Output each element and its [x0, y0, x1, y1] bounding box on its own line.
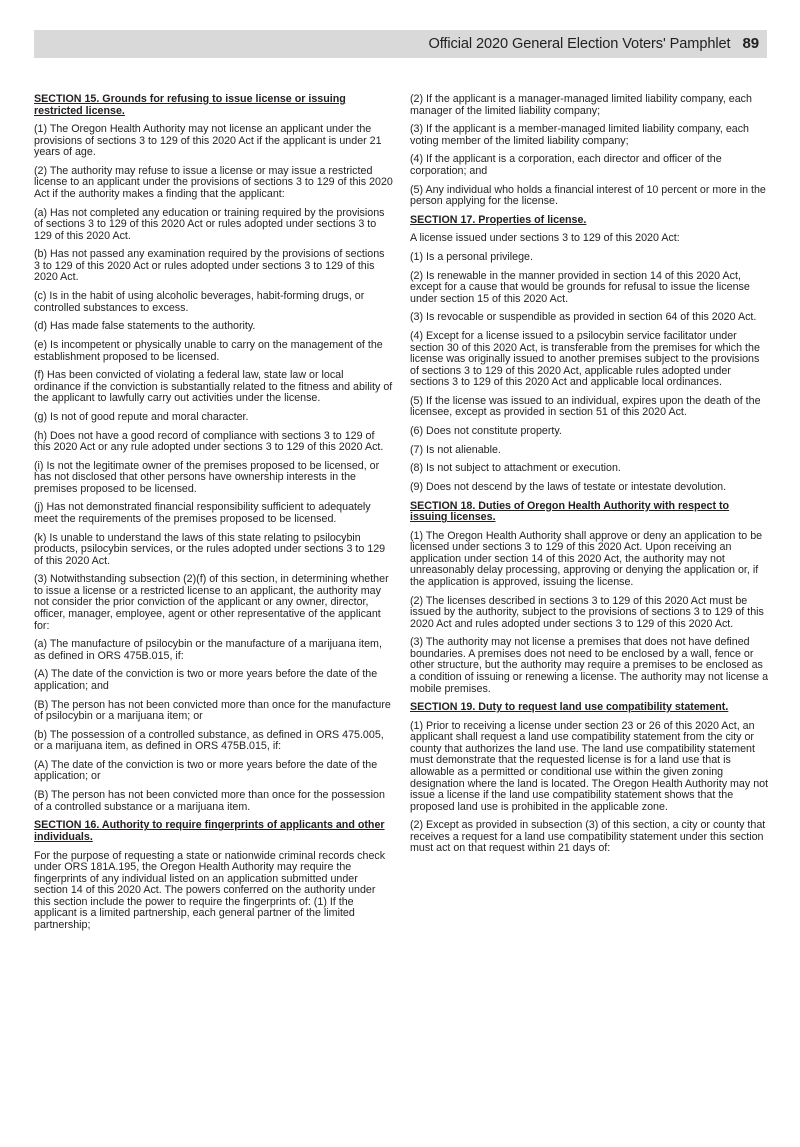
page-number: 89 [742, 35, 759, 52]
paragraph: (7) Is not alienable. [410, 443, 501, 456]
paragraph: (3) If the applicant is a member-managed limited liability company, each voting member of the limited liability company; [410, 123, 749, 147]
paragraph: (3) Notwithstanding subsection (2)(f) of this section, in determining whether to issue a license or a restricted license to an applicant, the authority may not consider the prior conviction of the applicant or any owner, director, officer, manager, employee, agent or other representative of the applicant for: [34, 573, 389, 632]
page-header [34, 30, 767, 58]
paragraph: (5) Any individual who holds a financial interest of 10 percent or more in the person applying for the license. [410, 183, 766, 208]
pamphlet-title: Official 2020 General Election Voters' Pamphlet [428, 36, 731, 52]
paragraph: (1) The Oregon Health Authority shall approve or deny an application to be licensed under sections 3 to 129 of this 2020 Act. Upon receiving an application under section 14 of this 2020 Act, the authority may not unreasonably delay processing, approving or denying the application or, if the application is approved, issuing the license. [410, 529, 763, 588]
section-heading: SECTION 15. Grounds for refusing to issue license or issuing restricted license. [34, 93, 346, 117]
section-heading: SECTION 18. Duties of Oregon Health Authority with respect to issuing licenses. [410, 499, 730, 524]
paragraph: (8) Is not subject to attachment or execution. [410, 462, 621, 475]
paragraph: (3) Is revocable or suspendible as provided in section 64 of this 2020 Act. [410, 311, 757, 324]
paragraph: (B) The person has not been convicted more than once for the possession of a controlled substance or a marijuana item. [34, 789, 385, 813]
paragraph: (B) The person has not been convicted more than once for the manufacture of psilocybin or a marijuana item; or [34, 698, 391, 723]
paragraph: (2) Is renewable in the manner provided in section 14 of this 2020 Act, except for a cause that would be grounds for refusal to issue the license under section 15 of this 2020 Act. [410, 269, 750, 305]
section-heading: SECTION 16. Authority to require fingerprints of applicants and other individuals. [34, 819, 385, 843]
paragraph: A license issued under sections 3 to 129 of this 2020 Act: [410, 232, 680, 245]
paragraph: (h) Does not have a good record of compliance with sections 3 to 129 of this 2020 Act or any rule adopted under sections 3 to 129 of this 2020 Act. [34, 429, 384, 454]
paragraph: (b) Has not passed any examination required by the provisions of sections 3 to 129 of this 2020 Act or rules adopted under sections 3 to 129 of this 2020 Act. [34, 248, 385, 284]
paragraph: (1) Is a personal privilege. [410, 251, 533, 264]
paragraph: (4) Except for a license issued to a psilocybin service facilitator under section 30 of this 2020 Act, is transferable from the premises for which the license was originally issued to another premises subject to the provisions of sections 3 to 129 of this 2020 Act, applicable rules adopted under sections 3 to 129 of this 2020 Act and applicable local ordinances. [410, 330, 760, 389]
paragraph: (g) Is not of good repute and moral character. [34, 410, 249, 423]
paragraph: (9) Does not descend by the laws of testate or intestate devolution. [410, 480, 727, 493]
paragraph: (5) If the license was issued to an individual, expires upon the death of the licensee, except as provided in section 51 of this 2020 Act. [410, 394, 761, 419]
paragraph: (4) If the applicant is a corporation, each director and officer of the corporation; and [410, 153, 722, 177]
paragraph: (a) Has not completed any education or training required by the provisions of sections 3 to 129 of this 2020 Act or rules adopted under sections 3 to 129 of this 2020 Act. [34, 206, 385, 242]
paragraph: (A) The date of the conviction is two or more years before the date of the application; or [34, 758, 378, 783]
paragraph: (3) The authority may not license a premises that does not have defined boundaries. A premises does not need to be enclosed by a wall, fence or other structure, but the authority may require a premises to be enclosed as a condition of issuing or renewing a license. The authority may not license a mobile premises. [410, 636, 769, 695]
header-title-line [428, 34, 759, 54]
paragraph: (i) Is not the legitimate owner of the premises proposed to be licensed, or has not disclosed that other persons have ownership interests in the premises proposed to be licensed. [34, 459, 380, 495]
paragraph: (j) Has not demonstrated financial responsibility sufficient to adequately meet the requirements of the premises proposed to be licensed. [34, 501, 371, 525]
right-column [410, 94, 769, 862]
paragraph: (1) The Oregon Health Authority may not license an applicant under the provisions of sections 3 to 129 of this 2020 Act if the applicant is under 21 years of age. [34, 123, 382, 159]
paragraph: (A) The date of the conviction is two or more years before the date of the application; and [34, 668, 378, 692]
paragraph: (2) Except as provided in subsection (3) of this section, a city or county that receives a request for a land use compatibility statement under this section must act on that request within 21 days of: [410, 819, 766, 855]
paragraph: (6) Does not constitute property. [410, 425, 562, 438]
paragraph: For the purpose of requesting a state or nationwide criminal records check under ORS 181A.195, the Oregon Health Authority may require the fingerprints of any individual listed on an application submitted under section 14 of this 2020 Act. The powers conferred on the authority under this section include the power to require the fingerprints of: (1) If the applicant is a limited partnership, each general partner of the limited partnership; [34, 849, 386, 931]
paragraph: (2) The licenses described in sections 3 to 129 of this 2020 Act must be issued by the authority, subject to the provisions of sections 3 to 129 of this 2020 Act and rules adopted under sections 3 to 129 of this 2020 Act. [410, 594, 764, 630]
section-heading: SECTION 17. Properties of license. [410, 213, 587, 226]
paragraph: (1) Prior to receiving a license under section 23 or 26 of this 2020 Act, an applicant shall request a land use compatibility statement from the city or county that authorizes the land use. The land use compatibility statement must demonstrate that the requested license is for a land use that is allowable as a permitted or conditional use within the given zoning designation where the land is located. The Oregon Health Authority may not issue a license if the land use compatibility statement shows that the proposed land use is prohibited in the applicable zone. [410, 719, 769, 813]
paragraph: (2) If the applicant is a manager-managed limited liability company, each manager of the limited liability company; [410, 93, 752, 117]
left-column [34, 94, 393, 938]
section-heading: SECTION 19. Duty to request land use compatibility statement. [410, 701, 729, 714]
paragraph: (c) Is in the habit of using alcoholic beverages, habit-forming drugs, or controlled substances to excess. [34, 290, 365, 314]
paragraph: (e) Is incompetent or physically unable to carry on the management of the establishment proposed to be licensed. [34, 338, 383, 363]
paragraph: (2) The authority may refuse to issue a license or may issue a restricted license to an applicant under the provisions of sections 3 to 129 of this 2020 Act if the authority makes a finding that the applicant: [34, 164, 393, 201]
paragraph: (f) Has been convicted of violating a federal law, state law or local ordinance if the conviction is substantially related to the fitness and ability of the applicant to lawfully carry out activities under the license. [34, 369, 393, 405]
paragraph: (b) The possession of a controlled substance, as defined in ORS 475.005, or a marijuana item, as defined in ORS 475B.015, if: [34, 728, 384, 753]
paragraph: (a) The manufacture of psilocybin or the manufacture of a marijuana item, as defined in ORS 475B.015, if: [34, 638, 382, 662]
paragraph: (d) Has made false statements to the authority. [34, 320, 256, 333]
paragraph: (k) Is unable to understand the laws of this state relating to psilocybin products, psilocybin services, or the rules adopted under sections 3 to 129 of this 2020 Act. [34, 531, 386, 567]
